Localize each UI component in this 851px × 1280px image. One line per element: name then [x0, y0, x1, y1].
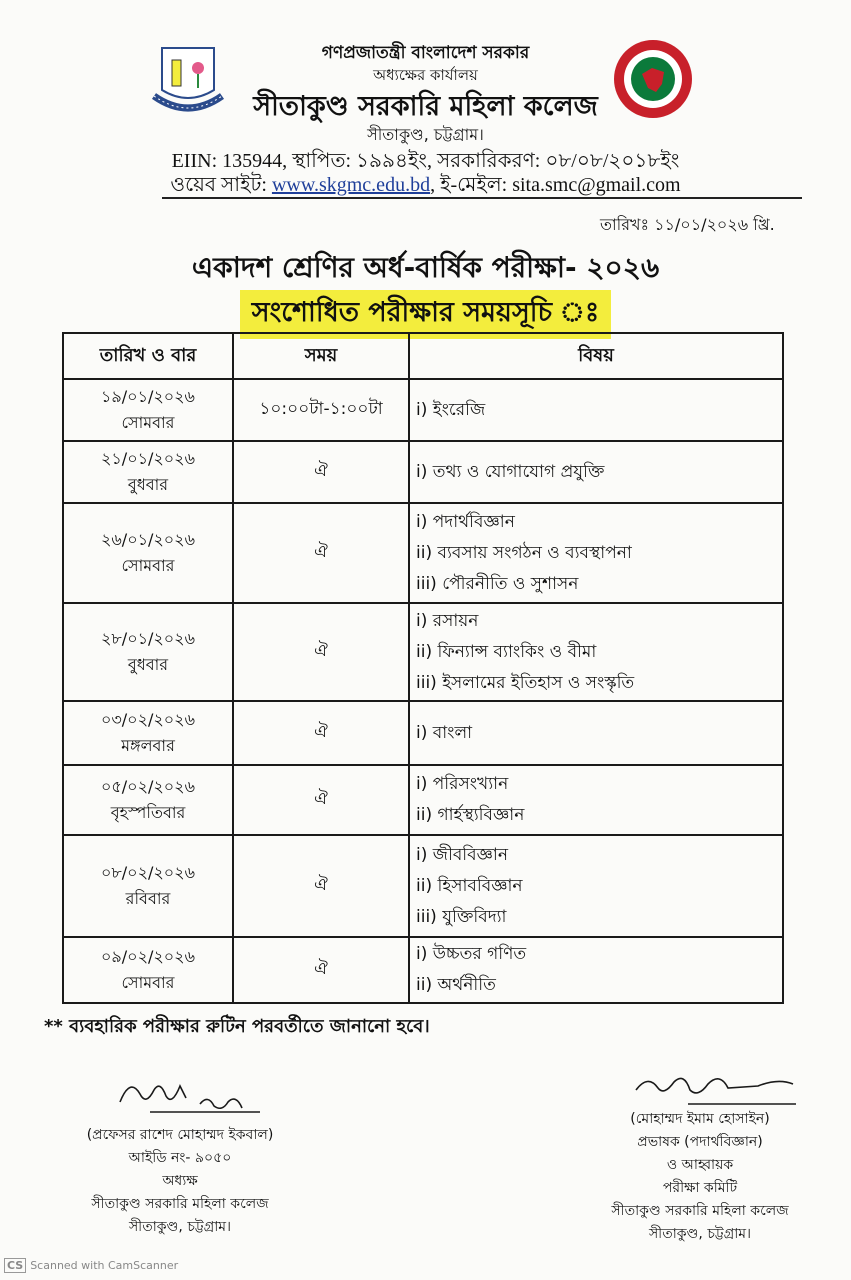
column-header-date: তারিখ ও বার: [63, 333, 233, 379]
subject-item: i) রসায়ন: [416, 610, 479, 631]
subject-item: i) বাংলা: [416, 722, 473, 743]
subject-item: i) উচ্চতর গণিত: [416, 944, 527, 964]
table-row: [63, 701, 783, 765]
cell-time: ঐ: [233, 937, 409, 1003]
exam-day: বুধবার: [127, 475, 169, 494]
notice-date: তারিখঃ ১১/০১/২০২৬ খ্রি.: [600, 215, 775, 234]
table-row: [63, 765, 783, 835]
web-label: ওয়েব সাইট:: [170, 174, 272, 196]
principal-college: সীতাকুণ্ড সরকারি মহিলা কলেজ: [91, 1196, 269, 1212]
exam-date: ০৫/০২/২০২৬: [101, 777, 195, 796]
exam-date: ২১/০১/২০২৬: [101, 449, 195, 468]
cell-time: ঐ: [233, 835, 409, 937]
cell-subjects: [409, 441, 783, 503]
camscanner-icon: CS: [4, 1258, 26, 1273]
subject-item: ii) গার্হস্থ্যবিজ্ঞান: [416, 805, 525, 825]
cell-date: [63, 379, 233, 441]
table-row: [63, 835, 783, 937]
table-header-row: [63, 333, 783, 379]
cell-subjects: [409, 701, 783, 765]
college-place: সীতাকুণ্ড, চট্টগ্রাম।: [367, 125, 484, 144]
exam-date: ০৯/০২/২০২৬: [101, 947, 195, 966]
practical-note: ** ব্যবহারিক পরীক্ষার রুটিন পরবর্তীতে জানানো হবে।: [44, 1016, 430, 1037]
principal-designation: অধ্যক্ষ: [162, 1173, 198, 1189]
subject-item: i) তথ্য ও যোগাযোগ প্রযুক্তি: [416, 461, 605, 482]
column-header-subject: বিষয়: [409, 333, 783, 379]
subject-item: i) পদার্থবিজ্ঞান: [416, 511, 515, 532]
subject-item: ii) হিসাববিজ্ঞান: [416, 875, 523, 896]
cell-date: [63, 765, 233, 835]
principal-signature: [110, 1072, 270, 1124]
exam-day: সোমবার: [121, 556, 175, 575]
header-divider: [162, 197, 802, 199]
exam-date: ২৮/০১/২০২৬: [101, 629, 195, 648]
cell-subjects: [409, 937, 783, 1003]
table-row: [63, 937, 783, 1003]
cell-subjects: [409, 503, 783, 603]
email-text: , ই-মেইল: sita.smc@gmail.com: [430, 174, 681, 196]
convener-name: (মোহাম্মদ ইমাম হোসাইন): [630, 1111, 770, 1127]
table-row: [63, 603, 783, 701]
exam-date: ০৩/০২/২০২৬: [100, 710, 195, 729]
page-title: একাদশ শ্রেণির অর্ধ-বার্ষিক পরীক্ষা- ২০২৬: [191, 251, 660, 284]
cell-time: ঐ: [233, 603, 409, 701]
exam-day: মঙ্গলবার: [121, 736, 175, 755]
table-row: [63, 503, 783, 603]
cell-date: [63, 937, 233, 1003]
website-link[interactable]: www.skgmc.edu.bd: [271, 174, 431, 196]
cell-subjects: [409, 765, 783, 835]
table-body: [63, 379, 783, 1003]
cell-subjects: [409, 603, 783, 701]
subject-item: ii) অর্থনীতি: [416, 975, 496, 995]
principal-name: (প্রফেসর রাশেদ মোহাম্মদ ইকবাল): [86, 1127, 274, 1143]
subject-item: i) ইংরেজি: [416, 399, 486, 420]
convener-college: সীতাকুণ্ড সরকারি মহিলা কলেজ: [611, 1203, 789, 1219]
subject-item: iii) ইসলামের ইতিহাস ও সংস্কৃতি: [416, 672, 635, 693]
exam-day: বুধবার: [127, 655, 169, 674]
office-name: অধ্যক্ষের কার্যালয়: [373, 66, 478, 84]
exam-day: সোমবার: [121, 413, 175, 432]
exam-date: ০৮/০২/২০২৬: [101, 863, 195, 882]
column-header-time: সময়: [233, 333, 409, 379]
signature-right: [600, 1064, 800, 1246]
convener-details: [600, 1108, 800, 1246]
exam-date: ২৬/০১/২০২৬: [101, 530, 195, 549]
exam-day: রবিবার: [125, 889, 171, 908]
subject-item: iii) যুক্তিবিদ্যা: [416, 906, 507, 927]
subject-item: i) পরিসংখ্যান: [416, 774, 509, 794]
convener-committee: পরীক্ষা কমিটি: [662, 1180, 738, 1196]
cell-date: [63, 441, 233, 503]
exam-day: বৃহস্পতিবার: [110, 803, 186, 822]
college-name: সীতাকুণ্ড সরকারি মহিলা কলেজ: [253, 91, 598, 122]
subject-item: ii) ব্যবসায় সংগঠন ও ব্যবস্থাপনা: [416, 542, 632, 563]
cell-date: [63, 603, 233, 701]
cell-time: ঐ: [233, 765, 409, 835]
scanner-watermark: [4, 1258, 178, 1273]
principal-place: সীতাকুণ্ড, চট্টগ্রাম।: [128, 1219, 232, 1235]
subject-item: i) জীববিজ্ঞান: [416, 844, 508, 865]
cell-time: ঐ: [233, 441, 409, 503]
exam-date: ১৯/০১/২০২৬: [101, 387, 195, 406]
page-subtitle: সংশোধিত পরীক্ষার সময়সূচি ঃ: [240, 290, 612, 339]
government-name: গণপ্রজাতন্ত্রী বাংলাদেশ সরকার: [321, 43, 530, 63]
eiin-line: EIIN: 135944, স্থাপিত: ১৯৯৪ইং, সরকারিকরণ: ০৮/০৮/২০১৮ইং: [171, 150, 680, 172]
cell-subjects: [409, 835, 783, 937]
table-row: [63, 379, 783, 441]
cell-time: ঐ: [233, 503, 409, 603]
principal-id: আইডি নং- ৯০৫০: [128, 1150, 232, 1166]
exam-schedule-table: [62, 332, 784, 1004]
cell-date: [63, 503, 233, 603]
cell-date: [63, 701, 233, 765]
table-row: [63, 441, 783, 503]
cell-time: ঐ: [233, 701, 409, 765]
convener-designation: প্রভাষক (পদার্থবিজ্ঞান): [637, 1134, 763, 1150]
principal-details: [60, 1124, 300, 1239]
convener-place: সীতাকুণ্ড, চট্টগ্রাম।: [648, 1226, 752, 1242]
convener-role: ও আহ্বায়ক: [666, 1157, 734, 1173]
subject-item: ii) ফিন্যান্স ব্যাংকিং ও বীমা: [416, 641, 597, 662]
scanner-text: Scanned with CamScanner: [30, 1259, 179, 1272]
subject-item: iii) পৌরনীতি ও সুশাসন: [416, 573, 579, 594]
convener-signature: [628, 1064, 798, 1108]
signature-left: [60, 1072, 300, 1239]
cell-time: ১০:০০টা-১:০০টা: [233, 379, 409, 441]
cell-date: [63, 835, 233, 937]
exam-day: সোমবার: [121, 973, 175, 992]
cell-subjects: [409, 379, 783, 441]
